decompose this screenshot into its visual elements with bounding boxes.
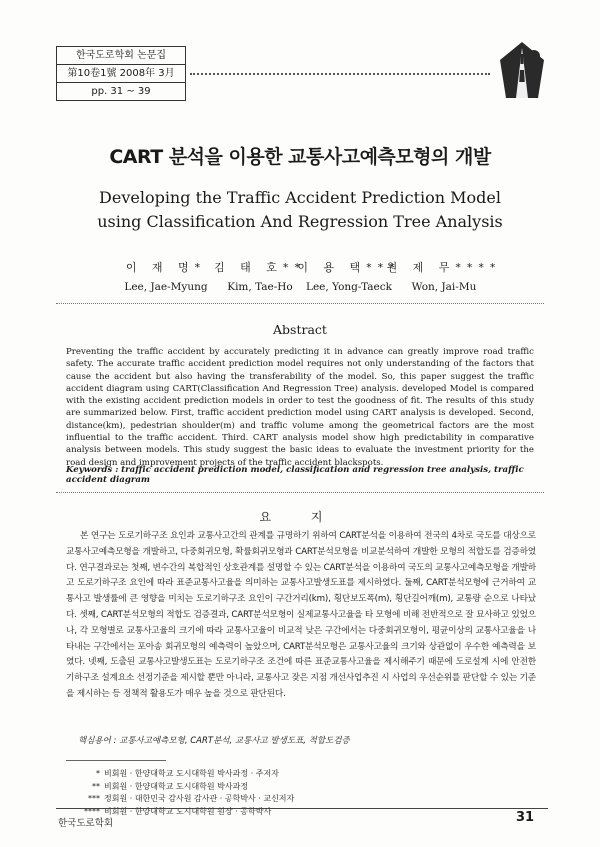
journal-pages: pp. 31 ~ 39 (91, 86, 151, 97)
keywords-label: Keywords : (66, 465, 119, 475)
journal-info-box (56, 46, 186, 101)
korean-title: CART 분석을 이용한 교통사고예측모형의 개발 (109, 146, 491, 168)
footnote-3: *** 정회원 · 대한민국 감사원 감사관 · 공학박사 · 교신저자 (88, 794, 295, 804)
english-keywords (66, 465, 536, 485)
author-4 (384, 259, 504, 293)
english-title-line-1: Developing the Traffic Accident Prediction Model (99, 188, 501, 207)
korean-keywords-text: 교통사고예측모형, CART분석, 교통사고 발생도표, 적합도검증 (119, 736, 350, 746)
author-3-kr: 이 용 택*** (297, 261, 401, 274)
author-1-kr: 이 재 명* (125, 261, 207, 274)
keywords-text: traffic accident prediction model, classification and regression tree analysis, traffic accident diagram (66, 465, 524, 485)
journal-name: 한국도로학회 논문집 (57, 47, 185, 65)
english-title-line-2: using Classification And Regression Tree Analysis (97, 212, 503, 231)
footer-publisher: 한국도로학회 (58, 818, 114, 829)
author-4-kr: 원 제 무**** (386, 261, 502, 274)
road-society-logo-icon (494, 40, 550, 100)
author-4-en: Won, Jai-Mu (411, 281, 477, 293)
korean-keywords (78, 734, 538, 746)
korean-abstract-body: 본 연구는 도로기하구조 요인과 교통사고간의 관계를 규명하기 위하여 CART분석을 이용하여 전국의 4차로 국도를 대상으로 교통사고예측모형을 개발하고, 다중회귀모형, 확률회귀모형과 CART분석모형을 비교분석하여 개발한 모형의 적합도를 검증하였다. 연구결과로는 첫째, 변수간의 복합적인 상호관계를 설명할 수 있는 CART분석을 이용하여 국도의 교통사고예측모형을 개발하고 도로기하구조 요인에 따라 표준교통사고율을 의미하는 교통사고발생도표를 제시하였다. 둘째, CART분석모형에 근거하여 교통사고 발생률에 큰 영향을 미치는 도로기하구조 요인이 구간거리(km), 횡단보도폭(m), 횡단길어깨(m), 교통량 순으로 나타났다. 셋째, CART분석모형의 적합도 검증결과, CART분석모형이 실제교통사고율을 타 모형에 비해 전반적으로 잘 묘사하고 있었으나, 각 모형별로 교통사고율의 크기에 따라 교통사고율이 비교적 낮은 구간에서는 다중회귀모형이, 평균이상의 교통사고율을 나타내는 구간에서는 포아송 회귀모형의 예측력이 높았으며, CART분석모형은 교통사고율의 크기와 상관없이 우수한 예측력을 보였다. 넷째, 도출된 교통사고발생도표는 도로기하구조 조건에 따른 표준교통사고율을 제시해주기 때문에 도로설계 시에 안전한 기하구조 설계요소 선정기준을 제시할 뿐만 아니라, 교통사고 잦은 지점 개선사업추진 시 사업의 우선순위를 판단할 수 있는 기준을 제시하는 등 정책적 활용도가 매우 높을 것으로 판단된다. (66, 531, 536, 699)
korean-keywords-label: 핵심용어 : (78, 736, 117, 746)
footer-rule (56, 808, 548, 809)
divider-top (56, 303, 544, 304)
footnote-rule (66, 760, 166, 761)
header-dotted-line (190, 73, 490, 75)
divider-middle (56, 492, 544, 493)
footnote-1: * 비회원 · 한양대학교 도시대학원 박사과정 · 주저자 (96, 769, 279, 778)
abstract-body: Preventing the traffic accident by accurately predicting it in advance can greatly improve road traffic safety. The accurate traffic accident prediction model requires not only understanding of the factors that cause the accident but also having the transferability of the model. So, this paper suggest the traffic accident diagram using CART(Classification And Regression Tree) analysis. developed Model is compared with the existing accident prediction models in order to test the goodness of fit. The results of this study are summarized below. First, traffic accident prediction model using CART analysis is developed. Second, distance(km), pedestrian shoulder(m) and traffic volume among the geometrical factors are the most influential to the traffic accident. Third. CART analysis model show high predictability in comparative analysis between models. This study suggest the basic ideas to evaluate the investment priority for the road design and improvement projects of the traffic accident blackspots. (66, 347, 534, 468)
author-2-en: Kim, Tae-Ho (227, 281, 293, 293)
korean-abstract-heading: 요 지 (259, 510, 341, 524)
footnote-4: **** 비회원 · 한양대학교 도시대학원 원장 · 공학박사 (84, 806, 272, 816)
author-3-en: Lee, Yong-Taeck (306, 281, 392, 293)
journal-volume: 第10卷1號 2008年 3月 (57, 65, 185, 83)
english-title (0, 186, 600, 234)
author-footnotes (78, 768, 378, 818)
abstract-heading: Abstract (273, 322, 327, 337)
author-2-kr: 김 태 호** (214, 261, 306, 274)
author-1-en: Lee, Jae-Myung (124, 281, 208, 293)
page-number: 31 (516, 810, 535, 825)
footnote-2: ** 비회원 · 한양대학교 도시대학원 박사과정 (92, 781, 249, 791)
